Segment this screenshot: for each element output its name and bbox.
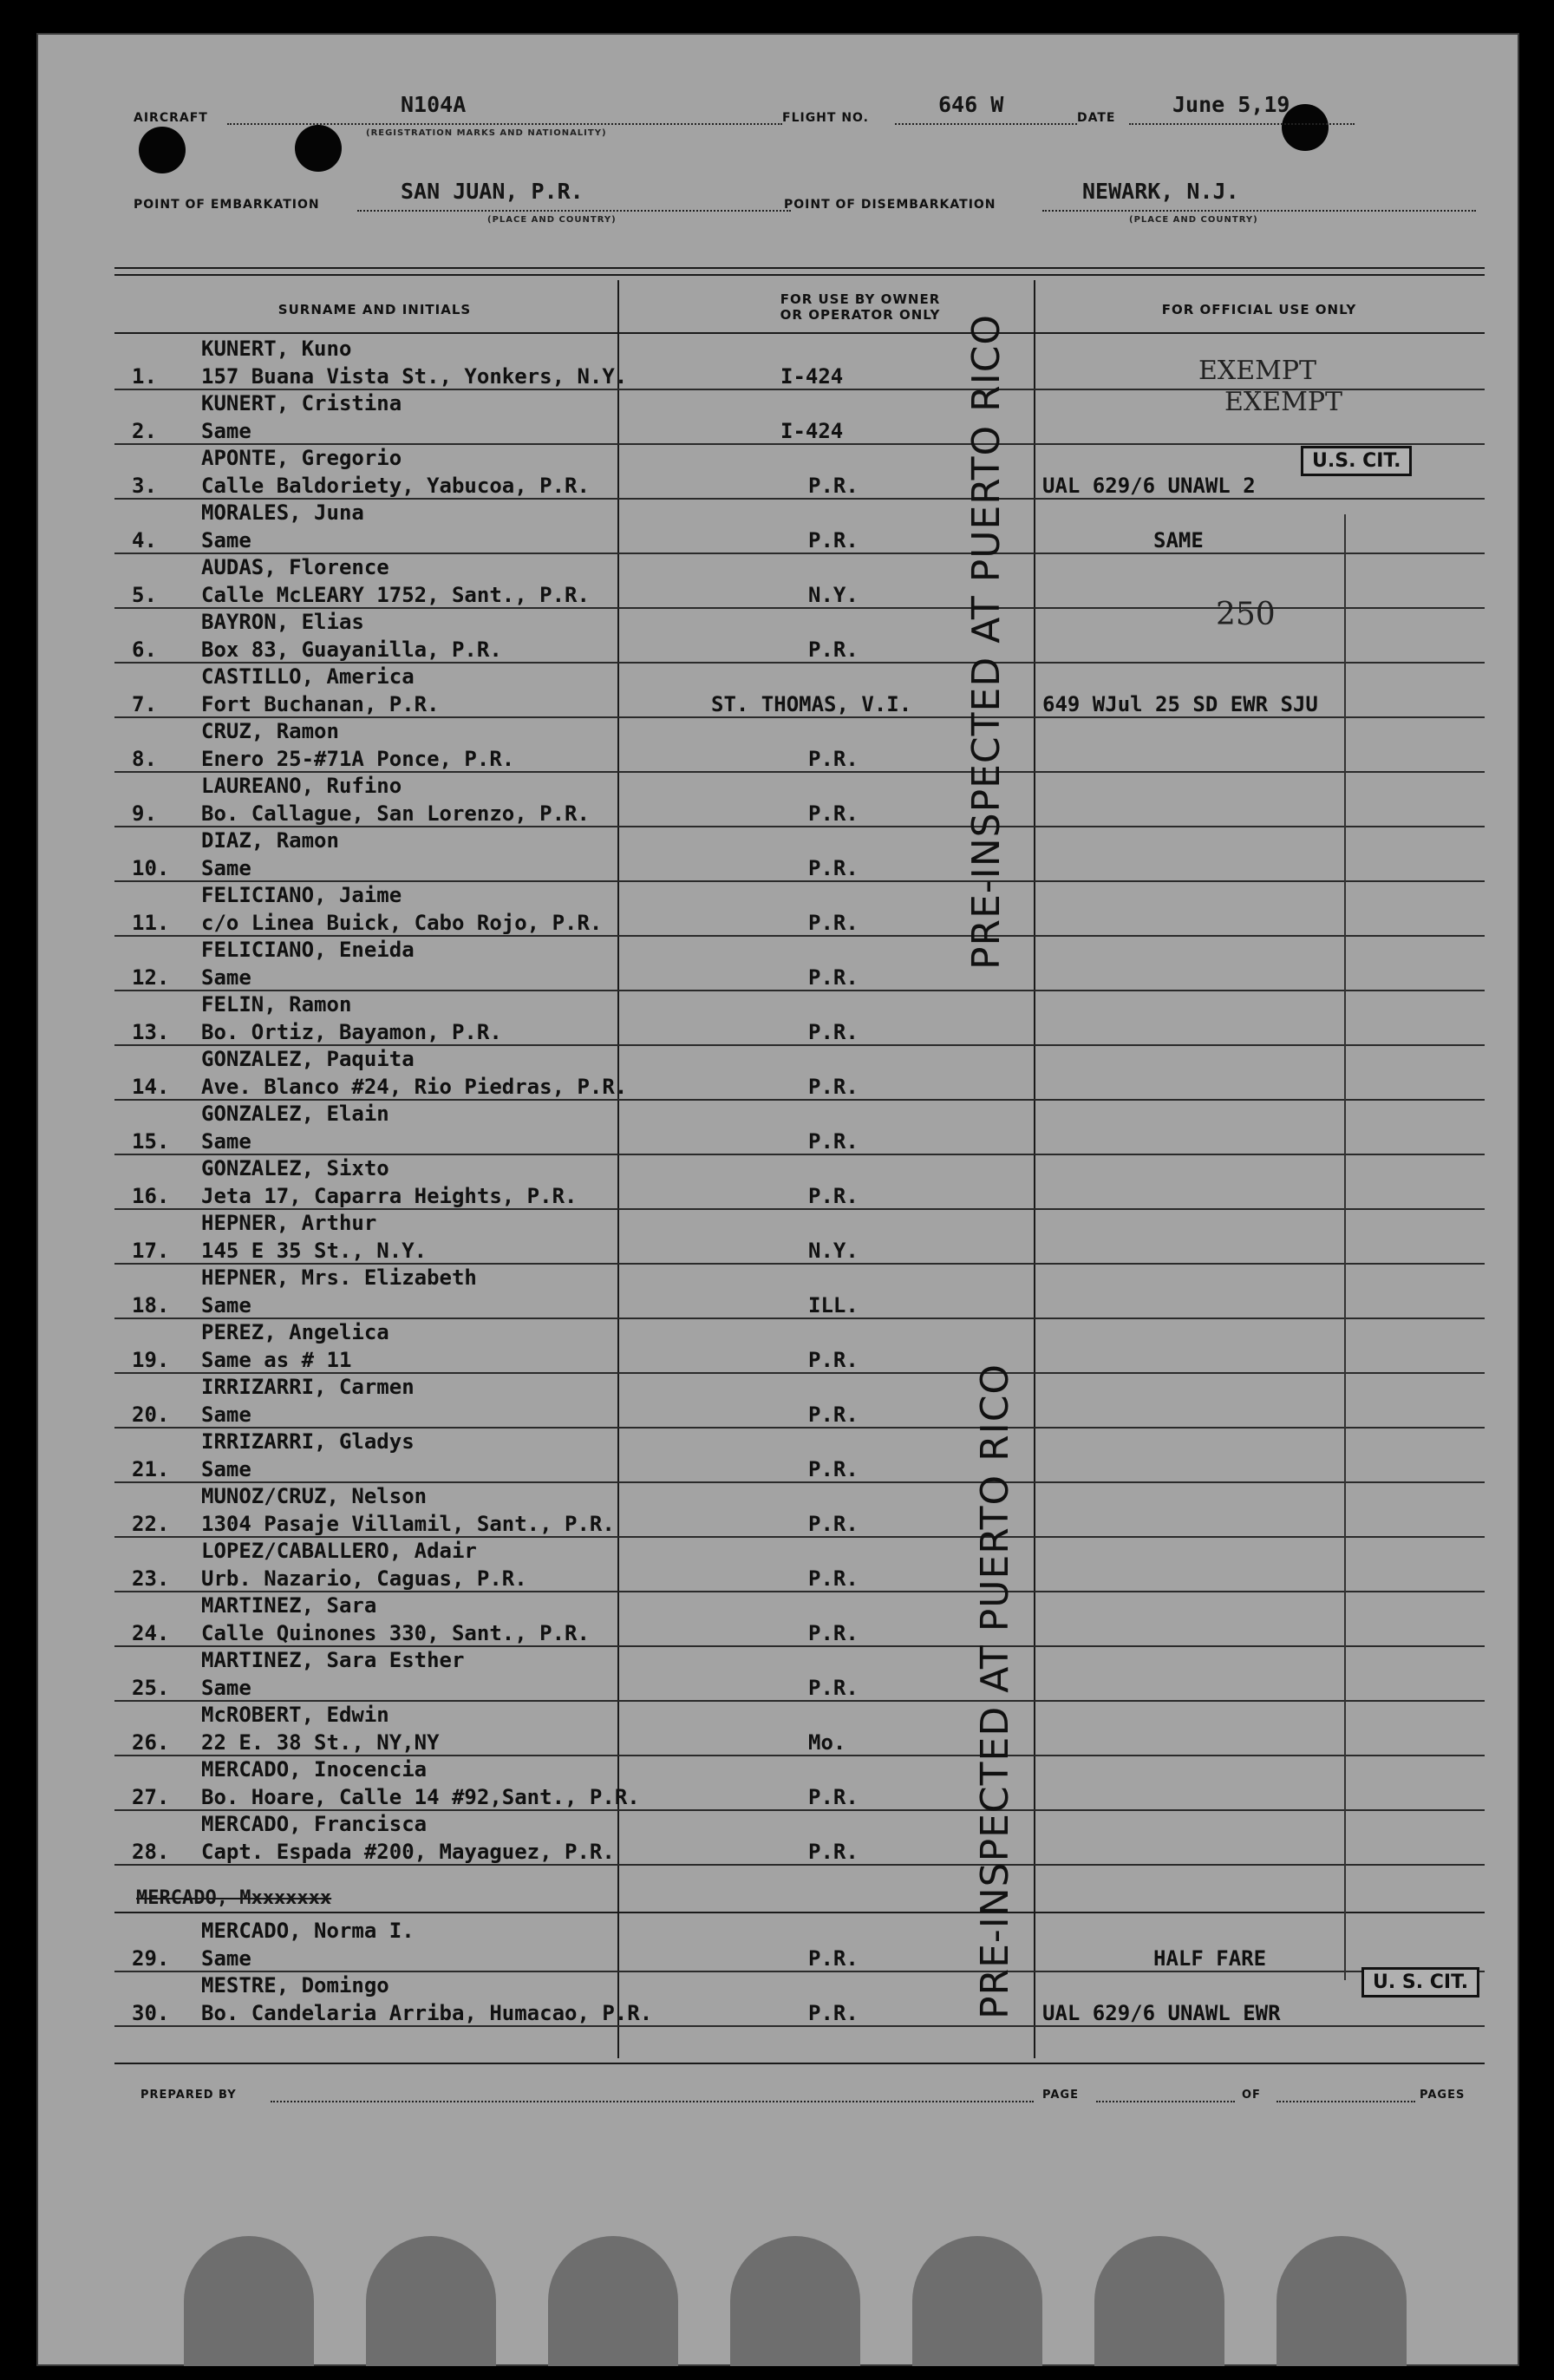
passenger-name: MARTINEZ, Sara — [201, 1593, 377, 1618]
row-number: 5. — [132, 583, 157, 607]
passenger-name: CASTILLO, America — [201, 664, 415, 689]
operator-entry: P.R. — [808, 1840, 859, 1864]
operator-entry: I-424 — [780, 419, 844, 443]
passenger-name: FELICIANO, Jaime — [201, 883, 402, 907]
operator-entry: P.R. — [808, 1785, 859, 1809]
row-number: 26. — [132, 1730, 170, 1755]
row-number: 18. — [132, 1293, 170, 1318]
operator-entry: P.R. — [808, 1075, 859, 1099]
row-number: 15. — [132, 1129, 170, 1154]
passenger-name: GONZALEZ, Elain — [201, 1102, 389, 1126]
table-row — [36, 936, 1519, 991]
table-row — [36, 717, 1519, 772]
passenger-name: MERCADO, Francisca — [201, 1812, 428, 1836]
row-number: 2. — [132, 419, 157, 443]
passenger-name: MUNOZ/CRUZ, Nelson — [201, 1484, 428, 1508]
table-row — [36, 1810, 1519, 1865]
operator-entry: P.R. — [808, 1621, 859, 1645]
passenger-name: DIAZ, Ramon — [201, 828, 339, 853]
table-row — [36, 1209, 1519, 1264]
passenger-name: IRRIZARRI, Carmen — [201, 1375, 415, 1399]
operator-entry: P.R. — [808, 528, 859, 552]
number-note: 250 — [1216, 597, 1276, 632]
embark-value: SAN JUAN, P.R. — [401, 179, 584, 204]
passenger-address: Calle McLEARY 1752, Sant., P.R. — [201, 583, 590, 607]
operator-entry: P.R. — [808, 474, 859, 498]
passenger-address: Same — [201, 1293, 251, 1318]
official-entry: SAME — [1153, 528, 1204, 552]
table-row — [36, 553, 1519, 608]
row-number: 23. — [132, 1566, 170, 1591]
passenger-name: McROBERT, Edwin — [201, 1703, 389, 1727]
passenger-address: Enero 25-#71A Ponce, P.R. — [201, 747, 515, 771]
tab-edge-3 — [548, 2236, 678, 2366]
embark-sub: (PLACE AND COUNTRY) — [487, 215, 617, 225]
us-cit-stamp-1: U.S. CIT. — [1301, 446, 1412, 476]
passenger-name: MESTRE, Domingo — [201, 1973, 389, 1998]
passenger-address: 22 E. 38 St., NY,NY — [201, 1730, 440, 1755]
table-row — [36, 1045, 1519, 1100]
official-entry: UAL 629/6 UNAWL 2 — [1042, 474, 1256, 498]
table-row — [36, 1318, 1519, 1373]
operator-entry: P.R. — [808, 1946, 859, 1971]
table-row — [36, 499, 1519, 553]
table-row — [36, 991, 1519, 1045]
operator-entry: P.R. — [808, 1348, 859, 1372]
table-row — [36, 1756, 1519, 1810]
us-cit-stamp-2: U. S. CIT. — [1361, 1967, 1479, 1998]
passenger-name: GONZALEZ, Paquita — [201, 1047, 415, 1071]
passenger-address: Calle Baldoriety, Yabucoa, P.R. — [201, 474, 590, 498]
operator-entry: P.R. — [808, 856, 859, 880]
row-number: 14. — [132, 1075, 170, 1099]
flight-label: FLIGHT NO. — [782, 111, 869, 125]
passenger-address: Same — [201, 1402, 251, 1427]
passenger-address: 145 E 35 St., N.Y. — [201, 1239, 428, 1263]
tab-edge-1 — [184, 2236, 314, 2366]
punch-hole-left — [139, 127, 186, 173]
pre-inspected-stamp-1: PRE-INSPECTED AT PUERTO RICO — [964, 313, 1009, 970]
passenger-name: AUDAS, Florence — [201, 555, 389, 579]
row-number: 16. — [132, 1184, 170, 1208]
passenger-address: Same — [201, 1946, 251, 1971]
row-number: 1. — [132, 364, 157, 389]
table-row — [36, 608, 1519, 663]
punch-hole-middle — [295, 125, 342, 172]
passenger-name: LOPEZ/CABALLERO, Adair — [201, 1539, 477, 1563]
tab-edge-4 — [730, 2236, 860, 2366]
table-row — [36, 444, 1519, 499]
table-row — [36, 1971, 1519, 2026]
operator-entry: P.R. — [808, 1129, 859, 1154]
passenger-address: Ave. Blanco #24, Rio Piedras, P.R. — [201, 1075, 628, 1099]
passenger-address: Bo. Hoare, Calle 14 #92,Sant., P.R. — [201, 1785, 640, 1809]
table-row — [36, 1428, 1519, 1482]
official-entry: 649 WJul 25 SD EWR SJU — [1042, 692, 1318, 716]
row-number: 10. — [132, 856, 170, 880]
row-number: 8. — [132, 747, 157, 771]
pre-inspected-stamp-2: PRE-INSPECTED AT PUERTO RICO — [973, 1363, 1017, 2019]
exempt-note-1: EXEMPT — [1198, 356, 1317, 386]
row-number: 9. — [132, 801, 157, 826]
disembark-value: NEWARK, N.J. — [1082, 179, 1239, 204]
table-row — [36, 1100, 1519, 1154]
passenger-address: 1304 Pasaje Villamil, Sant., P.R. — [201, 1512, 615, 1536]
operator-entry: I-424 — [780, 364, 844, 389]
passenger-address: Bo. Callague, San Lorenzo, P.R. — [201, 801, 590, 826]
passenger-address: Same as # 11 — [201, 1348, 352, 1372]
passenger-name: APONTE, Gregorio — [201, 446, 402, 470]
row-number: 27. — [132, 1785, 170, 1809]
row-number: 22. — [132, 1512, 170, 1536]
disembark-sub: (PLACE AND COUNTRY) — [1129, 215, 1258, 225]
passenger-address: Bo. Candelaria Arriba, Humacao, P.R. — [201, 2001, 653, 2025]
table-row — [36, 1373, 1519, 1428]
table-row — [36, 1592, 1519, 1646]
official-entry: HALF FARE — [1153, 1946, 1267, 1971]
operator-entry: ST. THOMAS, V.I. — [711, 692, 912, 716]
operator-entry: N.Y. — [808, 1239, 859, 1263]
official-entry: UAL 629/6 UNAWL EWR — [1042, 2001, 1281, 2025]
passenger-name: MARTINEZ, Sara Esther — [201, 1648, 465, 1672]
passenger-address: Box 83, Guayanilla, P.R. — [201, 638, 502, 662]
row-number: 24. — [132, 1621, 170, 1645]
row-number: 20. — [132, 1402, 170, 1427]
flight-value: 646 W — [938, 92, 1004, 117]
passenger-address: Calle Quinones 330, Sant., P.R. — [201, 1621, 590, 1645]
row-number: 17. — [132, 1239, 170, 1263]
col-owner — [643, 291, 1077, 323]
passenger-name: FELIN, Ramon — [201, 992, 352, 1017]
date-value: June 5,19 — [1172, 92, 1290, 117]
aircraft-label: AIRCRAFT — [134, 111, 208, 125]
row-number: 28. — [132, 1840, 170, 1864]
passenger-name: KUNERT, Cristina — [201, 391, 402, 415]
table-row — [36, 663, 1519, 717]
passenger-address: Same — [201, 856, 251, 880]
passenger-name: HEPNER, Arthur — [201, 1211, 377, 1235]
passenger-name: IRRIZARRI, Gladys — [201, 1429, 415, 1454]
table-row — [36, 1154, 1519, 1209]
table-row — [36, 772, 1519, 827]
passenger-name: LAUREANO, Rufino — [201, 774, 402, 798]
operator-entry: P.R. — [808, 911, 859, 935]
row-number: 21. — [132, 1457, 170, 1481]
operator-entry: Mo. — [808, 1730, 846, 1755]
row-number: 3. — [132, 474, 157, 498]
operator-entry: ILL. — [808, 1293, 859, 1318]
passenger-name: FELICIANO, Eneida — [201, 938, 415, 962]
table-row — [36, 1646, 1519, 1701]
passenger-address: Jeta 17, Caparra Heights, P.R. — [201, 1184, 578, 1208]
row-number: 29. — [132, 1946, 170, 1971]
tab-edge-2 — [366, 2236, 496, 2366]
tab-edge-5 — [912, 2236, 1042, 2366]
passenger-name: MERCADO, Norma I. — [201, 1919, 415, 1943]
row-rule — [114, 2025, 1485, 2027]
operator-entry: P.R. — [808, 1020, 859, 1044]
manifest-sheet — [36, 33, 1519, 2366]
row-number: 30. — [132, 2001, 170, 2025]
operator-entry: P.R. — [808, 1457, 859, 1481]
passenger-address: Bo. Ortiz, Bayamon, P.R. — [201, 1020, 502, 1044]
passenger-address: Same — [201, 1457, 251, 1481]
passenger-address: Capt. Espada #200, Mayaguez, P.R. — [201, 1840, 615, 1864]
operator-entry: P.R. — [808, 2001, 859, 2025]
table-row — [36, 1537, 1519, 1592]
row-number: 4. — [132, 528, 157, 552]
table-row — [36, 1264, 1519, 1318]
row-number: 7. — [132, 692, 157, 716]
operator-entry: P.R. — [808, 1184, 859, 1208]
row-number: 12. — [132, 965, 170, 990]
operator-entry: P.R. — [808, 1402, 859, 1427]
operator-entry: P.R. — [808, 1676, 859, 1700]
aircraft-value: N104A — [401, 92, 467, 117]
disembark-label: POINT OF DISEMBARKATION — [784, 198, 996, 212]
embark-label: POINT OF EMBARKATION — [134, 198, 320, 212]
passenger-name: KUNERT, Kuno — [201, 337, 352, 361]
passenger-address: Same — [201, 1129, 251, 1154]
passenger-name: GONZALEZ, Sixto — [201, 1156, 389, 1180]
passenger-address: Same — [201, 965, 251, 990]
table-row — [36, 1701, 1519, 1756]
passenger-name: PEREZ, Angelica — [201, 1320, 389, 1344]
row-number: 11. — [132, 911, 170, 935]
passenger-name: MERCADO, Inocencia — [201, 1757, 428, 1782]
passenger-address: c/o Linea Buick, Cabo Rojo, P.R. — [201, 911, 603, 935]
operator-entry: P.R. — [808, 801, 859, 826]
passenger-address: Urb. Nazario, Caguas, P.R. — [201, 1566, 527, 1591]
table-row — [36, 881, 1519, 936]
pages-label: PAGES — [1420, 2089, 1466, 2102]
passenger-address: Same — [201, 419, 251, 443]
tab-edge-6 — [1094, 2236, 1224, 2366]
passenger-name: BAYRON, Elias — [201, 610, 364, 634]
table-row — [36, 1482, 1519, 1537]
row-number: 13. — [132, 1020, 170, 1044]
operator-entry: P.R. — [808, 1566, 859, 1591]
row-rule — [114, 1864, 1485, 1866]
row-number: 25. — [132, 1676, 170, 1700]
table-row — [36, 827, 1519, 881]
passenger-address: Fort Buchanan, P.R. — [201, 692, 440, 716]
table-row — [36, 1917, 1519, 1971]
col-owner-line2: OR OPERATOR ONLY — [780, 307, 941, 323]
aircraft-sub: (REGISTRATION MARKS AND NATIONALITY) — [366, 128, 607, 138]
operator-entry: P.R. — [808, 747, 859, 771]
row-number: 19. — [132, 1348, 170, 1372]
passenger-name: HEPNER, Mrs. Elizabeth — [201, 1265, 477, 1290]
prepared-by-label: PREPARED BY — [140, 2089, 237, 2102]
passenger-address: Same — [201, 1676, 251, 1700]
operator-entry: N.Y. — [808, 583, 859, 607]
bracket-line — [1344, 514, 1346, 1980]
operator-entry: P.R. — [808, 965, 859, 990]
exempt-note-2: EXEMPT — [1224, 387, 1343, 417]
passenger-name: MORALES, Juna — [201, 500, 364, 525]
passenger-address: 157 Buana Vista St., Yonkers, N.Y. — [201, 364, 628, 389]
passenger-name: CRUZ, Ramon — [201, 719, 339, 743]
col-surname: SURNAME AND INITIALS — [278, 302, 472, 317]
passenger-address: Same — [201, 528, 251, 552]
of-label: OF — [1242, 2089, 1261, 2102]
row-number: 6. — [132, 638, 157, 662]
operator-entry: P.R. — [808, 1512, 859, 1536]
operator-entry: P.R. — [808, 638, 859, 662]
col-owner-line1: FOR USE BY OWNER — [780, 291, 941, 307]
struck-entry: MERCADO, Mxxxxxxx — [136, 1887, 332, 1909]
col-official: FOR OFFICIAL USE ONLY — [1161, 302, 1357, 317]
date-label: DATE — [1077, 111, 1116, 125]
page-label: PAGE — [1042, 2089, 1079, 2102]
tab-edge-7 — [1276, 2236, 1407, 2366]
